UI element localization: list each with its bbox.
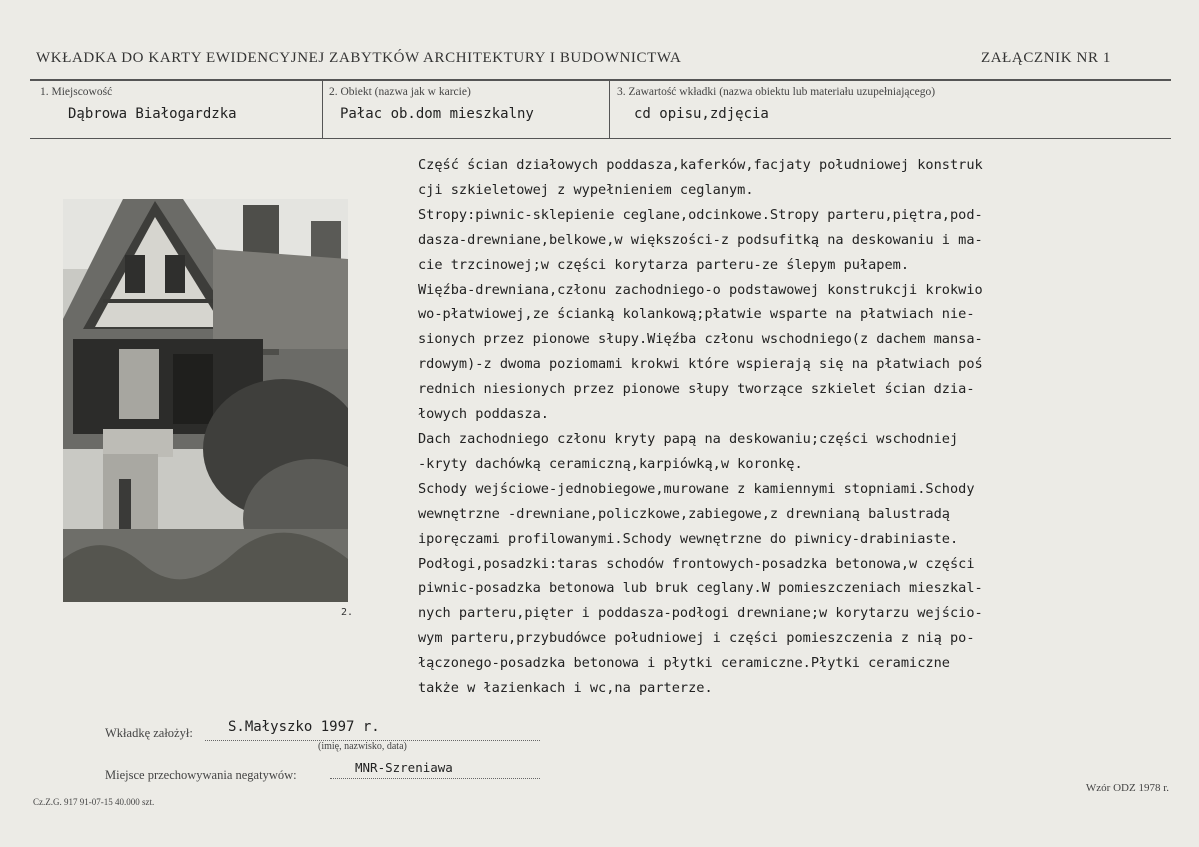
building-photo	[63, 199, 348, 602]
description-text	[418, 153, 1138, 701]
storage-value: MNR-Szreniawa	[355, 760, 453, 775]
text-line: dasza-drewniane,belkowe,w większości-z podsufitką na deskowaniu i ma-	[418, 231, 983, 248]
text-line: łączonego-posadzka betonowa i płytki ceramiczne.Płytki ceramiczne	[418, 655, 950, 672]
field-divider-1	[322, 81, 323, 138]
storage-line	[330, 778, 540, 779]
print-code: Cz.Z.G. 917 91-07-15 40.000 szt.	[33, 797, 155, 807]
text-line: rdowym)-z dwoma poziomami krokwi które wspierają się na płatwiach poś	[418, 356, 983, 373]
founded-by-label: Wkładkę założył:	[105, 726, 193, 740]
text-line: wo-płatwiowej,ze ścianką kolankową;płatwie wsparte na płatwiach nie-	[418, 306, 975, 323]
field-label-object: 2. Obiekt (nazwa jak w karcie)	[329, 86, 471, 98]
text-line: Podłogi,posadzki:taras schodów frontowych-posadzka betonowa,w części	[418, 555, 975, 572]
text-line: Więźba-drewniana,członu zachodniego-o podstawowej konstrukcji krokwio	[418, 281, 983, 298]
photo-number: 2.	[341, 607, 354, 618]
card-title: WKŁADKA DO KARTY EWIDENCYJNEJ ZABYTKÓW ARCHITEKTURY I BUDOWNICTWA	[36, 50, 682, 66]
text-line: wym parteru,przybudówce południowej i części pomieszczenia z nią po-	[418, 630, 975, 647]
text-line: -kryty dachówką ceramiczną,karpiówką,w koronkę.	[418, 455, 803, 472]
field-value-contents: cd opisu,zdjęcia	[634, 106, 769, 122]
storage-label: Miejsce przechowywania negatywów:	[105, 768, 297, 782]
attachment-number: ZAŁĄCZNIK NR 1	[980, 50, 1111, 66]
founded-by-hint: (imię, nazwisko, data)	[318, 741, 407, 752]
text-line: Część ścian działowych poddasza,kaferków,facjaty południowej konstruk	[418, 157, 983, 173]
fields-bottom-rule	[30, 138, 1171, 139]
text-line: cie trzcinowej;w części korytarza parteru-ze ślepym pułapem.	[418, 256, 910, 273]
form-pattern: Wzór ODZ 1978 r.	[1085, 782, 1169, 794]
text-line: iporęczami profilowanymi.Schody wewnętrzne do piwnicy-drabiniaste.	[418, 530, 959, 547]
field-value-object: Pałac ob.dom mieszkalny	[340, 106, 534, 122]
text-line: cji szkieletowej z wypełnieniem ceglanym.	[418, 181, 754, 198]
text-line: sionych przez pionowe słupy.Więźba członu wschodniego(z dachem mansa-	[418, 331, 983, 348]
text-line: także w łazienkach i wc,na parterze.	[418, 680, 713, 697]
text-line: piwnic-posadzka betonowa lub bruk ceglany.W pomieszczeniach mieszkal-	[418, 580, 983, 597]
field-divider-2	[609, 81, 610, 138]
text-line: wewnętrzne -drewniane,policzkowe,zabiegowe,z drewnianą balustradą	[418, 505, 950, 522]
text-line: Stropy:piwnic-sklepienie ceglane,odcinkowe.Stropy parteru,piętra,pod-	[418, 206, 983, 223]
founded-by-value: S.Małyszko 1997 r.	[228, 719, 380, 735]
top-rule	[30, 79, 1171, 81]
text-line: rednich niesionych przez pionowe słupy tworzące szkielet ścian dzia-	[418, 381, 975, 398]
text-line: Dach zachodniego członu kryty papą na deskowaniu;części wschodniej	[418, 430, 959, 447]
field-label-location: 1. Miejscowość	[40, 86, 113, 98]
text-line: Schody wejściowe-jednobiegowe,murowane z kamiennymi stopniami.Schody	[418, 480, 975, 497]
text-line: łowych poddasza.	[418, 406, 549, 423]
field-value-location: Dąbrowa Białogardzka	[68, 106, 237, 122]
text-line: nych parteru,pięter i poddasza-podłogi drewniane;w korytarzu wejścio-	[418, 605, 983, 622]
field-label-contents: 3. Zawartość wkładki (nazwa obiektu lub materiału uzupełniającego)	[617, 86, 936, 98]
